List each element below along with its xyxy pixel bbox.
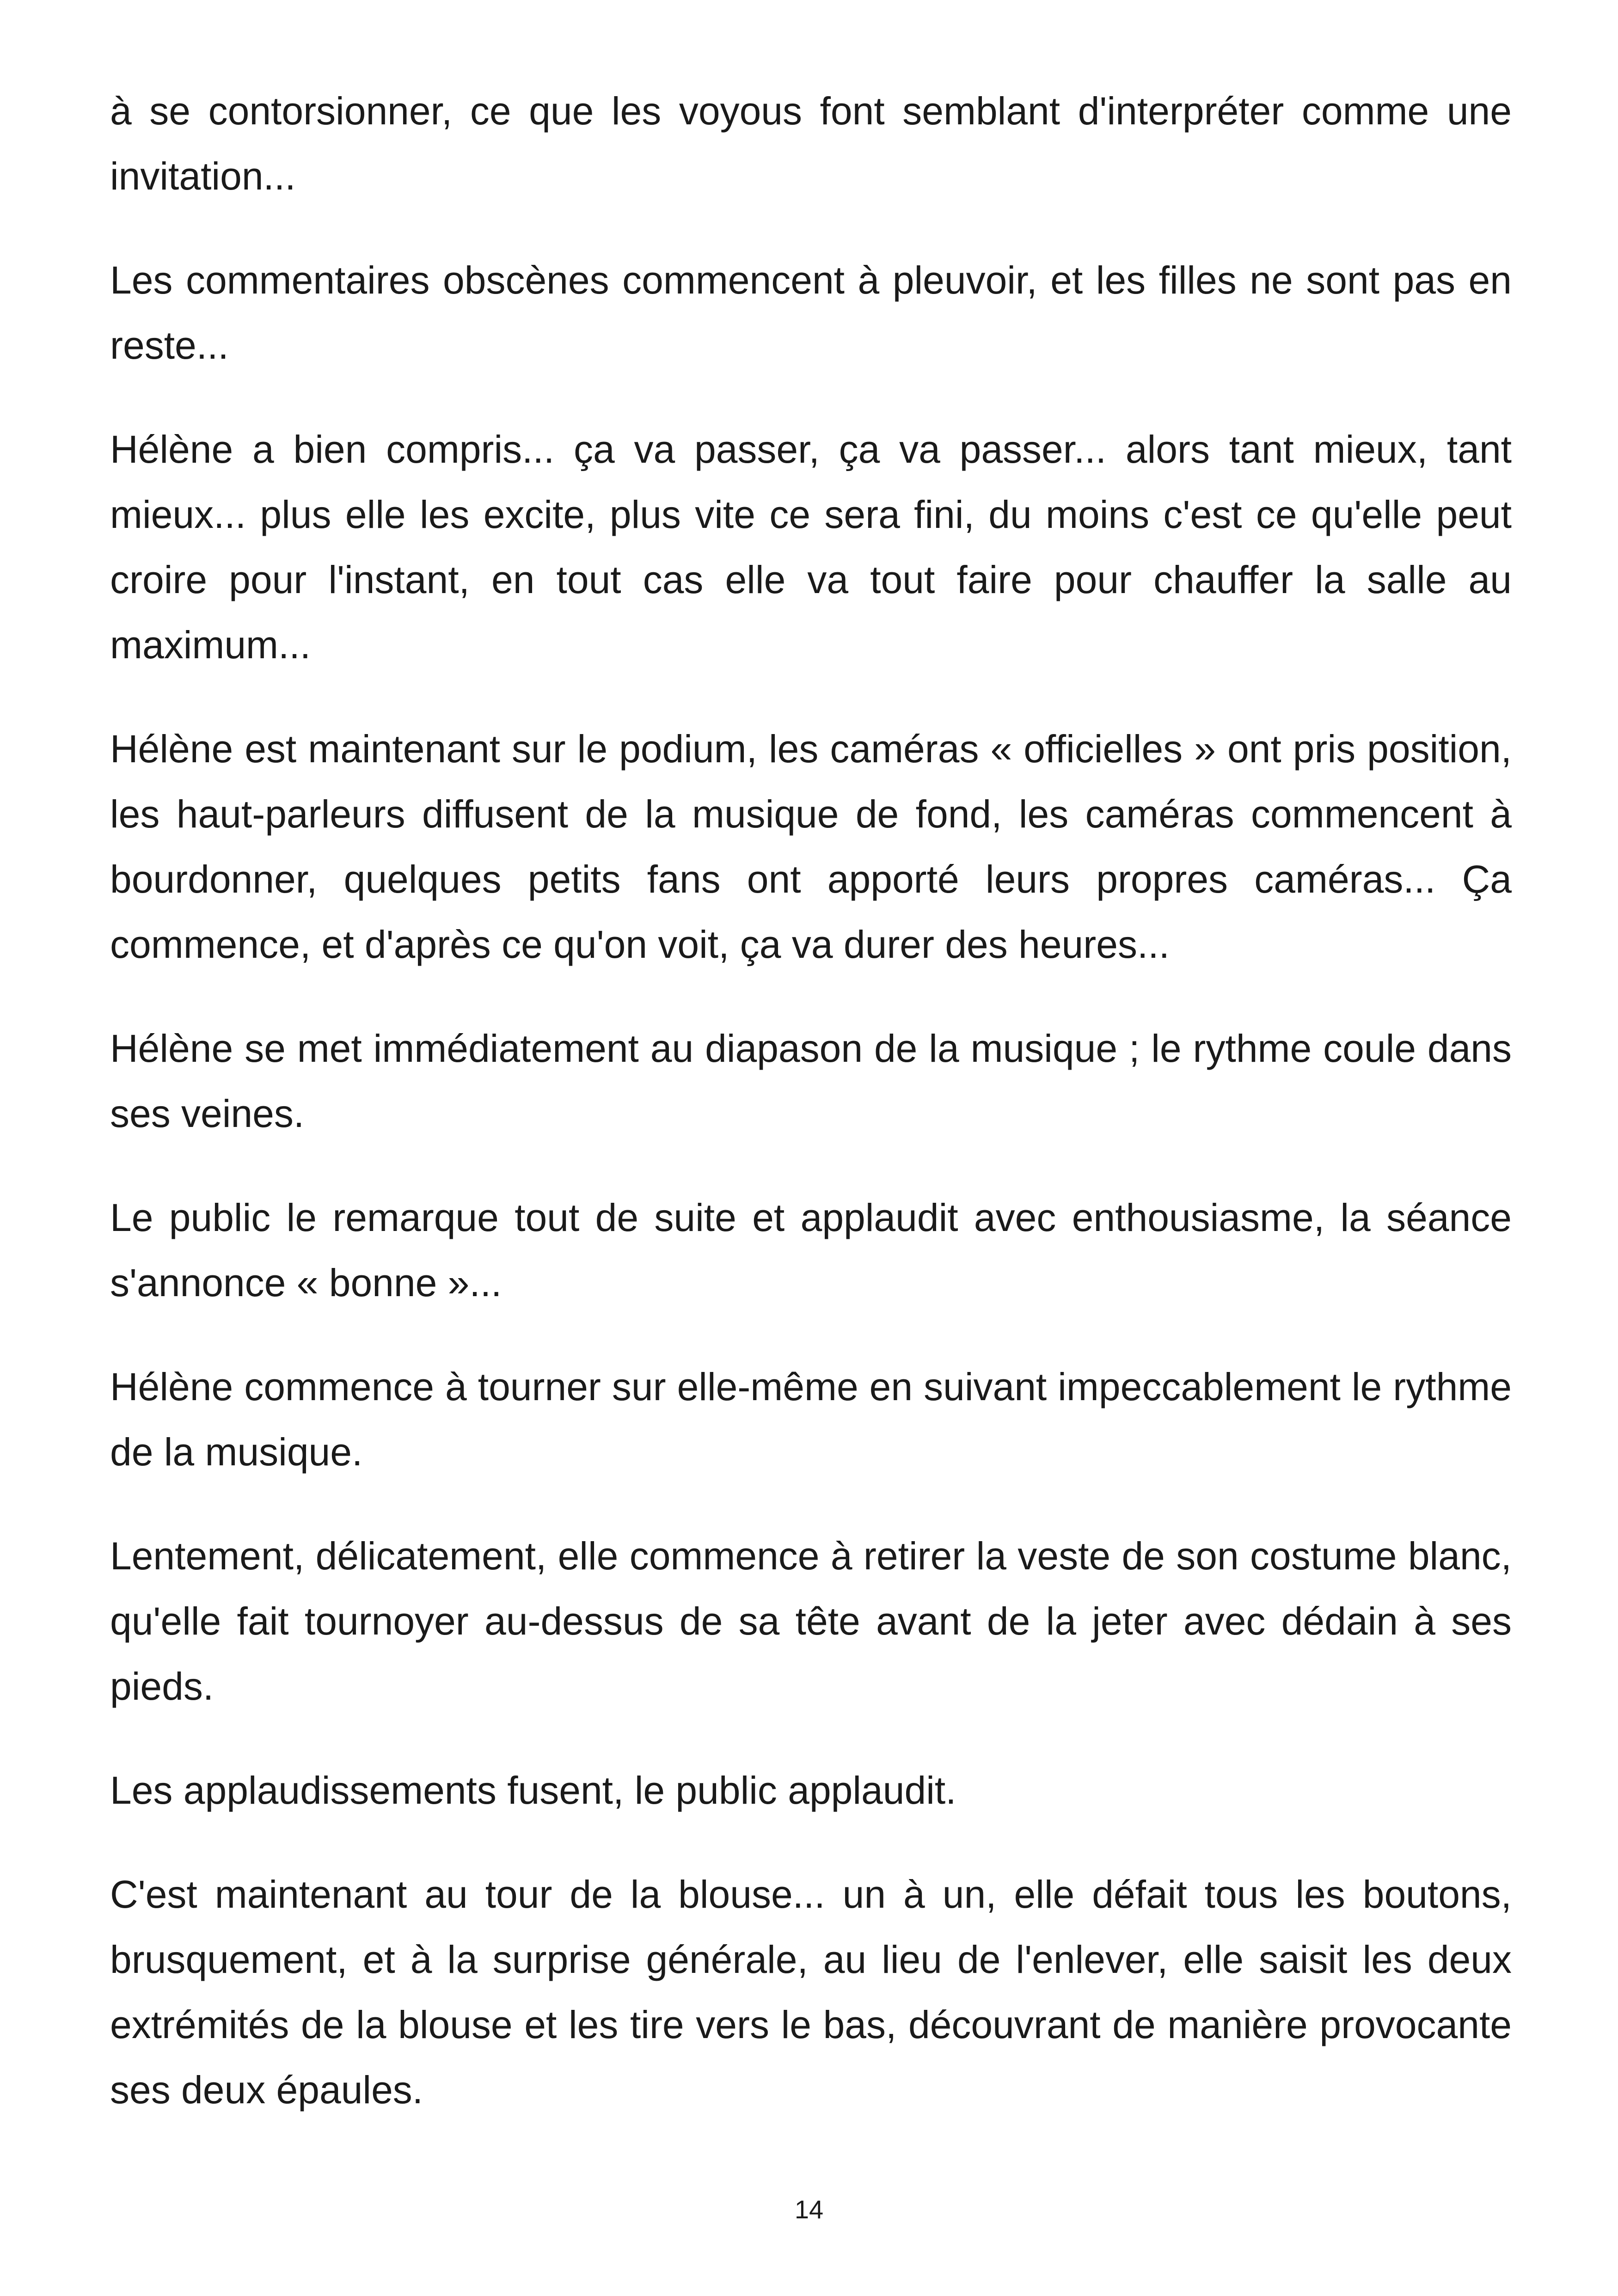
paragraph: Hélène se met immédiatement au diapason de la musique ; le rythme coule dans ses veines. xyxy=(110,1027,1512,1135)
paragraph: Les commentaires obscènes commencent à pleuvoir, et les filles ne sont pas en reste... xyxy=(110,258,1512,367)
paragraph: Hélène a bien compris... ça va passer, ça va passer... alors tant mieux, tant mieux... plus elle les excite, plus vite ce sera fini, du moins c'est ce qu'elle peut croire pour l'instant, en tout cas elle va tout faire pour chauffer la salle au maximum... xyxy=(110,428,1512,667)
paragraph: Hélène commence à tourner sur elle-même en suivant impeccablement le rythme de la musique. xyxy=(110,1365,1512,1474)
paragraph: Lentement, délicatement, elle commence à retirer la veste de son costume blanc, qu'elle fait tournoyer au-dessus de sa tête avant de la jeter avec dédain à ses pieds. xyxy=(110,1534,1512,1708)
paragraph: C'est maintenant au tour de la blouse... un à un, elle défait tous les boutons, brusquement, et à la surprise générale, au lieu de l'enlever, elle saisit les deux extrémités de la blouse et les tire vers le bas, découvrant de manière provocante ses deux épaules. xyxy=(110,1873,1512,2112)
page-number: 14 xyxy=(794,2195,824,2224)
paragraph: Hélène est maintenant sur le podium, les caméras « officielles » ont pris position, les haut-parleurs diffusent de la musique de fond, les caméras commencent à bourdonner, quelques petits fans ont apporté leurs propres caméras... Ça commence, et d'après ce qu'on voit, ça va durer des heures... xyxy=(110,727,1512,966)
body-text xyxy=(110,79,1512,2161)
paragraph: Le public le remarque tout de suite et applaudit avec enthousiasme, la séance s'annonce « bonne »... xyxy=(110,1196,1512,1304)
paragraph: à se contorsionner, ce que les voyous font semblant d'interpréter comme une invitation... xyxy=(110,89,1512,198)
paragraph: Les applaudissements fusent, le public applaudit. xyxy=(110,1769,956,1812)
